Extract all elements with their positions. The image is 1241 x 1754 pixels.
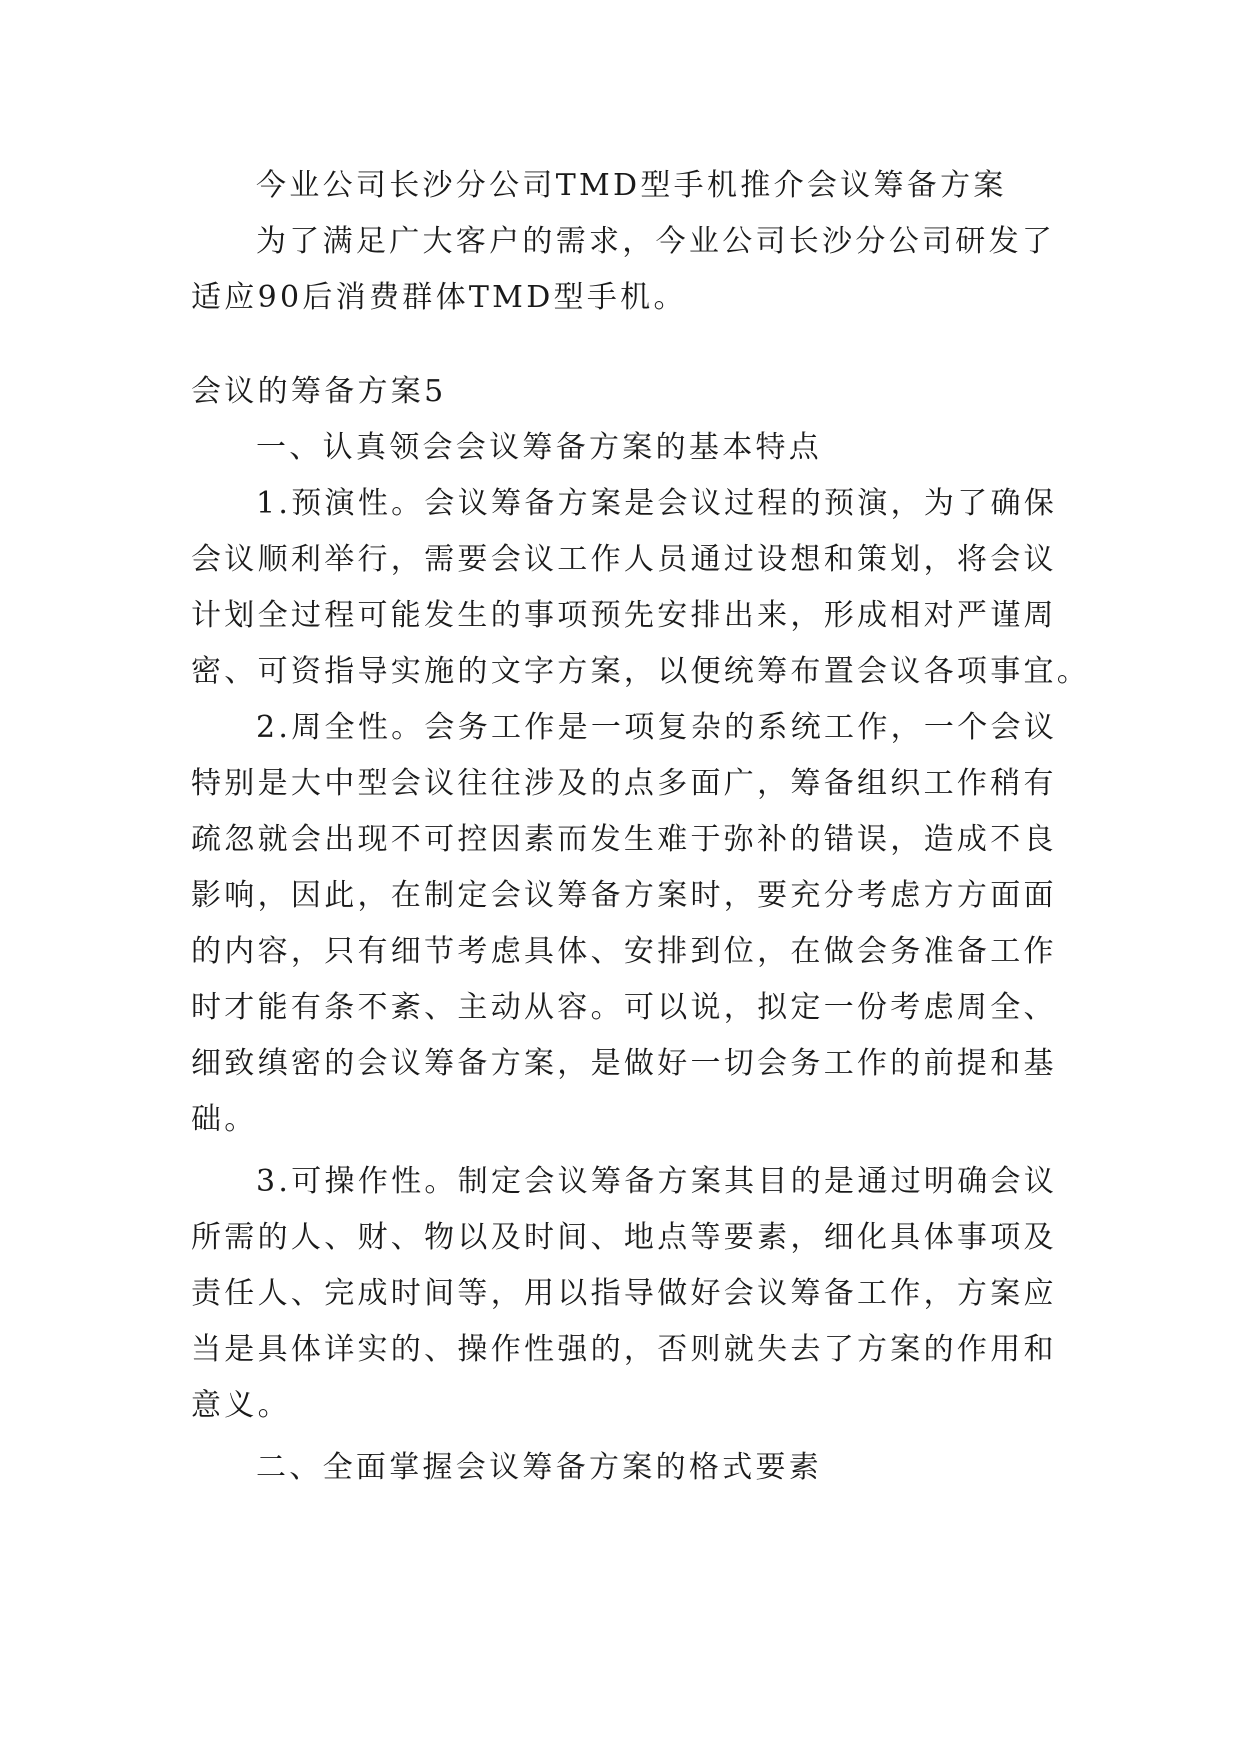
item1-line-4: 密、可资指导实施的文字方案，以便统筹布置会议各项事宜。 <box>191 654 1091 689</box>
item1-line-2: 会议顺利举行，需要会议工作人员通过设想和策划，将会议 <box>191 542 1057 577</box>
item3-line-4: 当是具体详实的、操作性强的，否则就失去了方案的作用和 <box>191 1332 1057 1367</box>
item2-line-6: 时才能有条不紊、主动从容。可以说，拟定一份考虑周全、 <box>191 990 1057 1025</box>
item1-line-3: 计划全过程可能发生的事项预先安排出来，形成相对严谨周 <box>191 598 1057 633</box>
item2-line-5: 的内容，只有细节考虑具体、安排到位，在做会务准备工作 <box>191 934 1057 969</box>
intro-paragraph-line-1: 为了满足广大客户的需求，今业公司长沙分公司研发了 <box>256 224 1056 259</box>
item3-line-5: 意义。 <box>191 1388 291 1423</box>
intro-paragraph-line-2: 适应90后消费群体TMD型手机。 <box>191 280 687 315</box>
document-body <box>191 158 1091 1496</box>
item3-line-1: 3.可操作性。制定会议筹备方案其目的是通过明确会议 <box>256 1164 1058 1199</box>
item2-line-2: 特别是大中型会议往往涉及的点多面广，筹备组织工作稍有 <box>191 766 1057 801</box>
item3-line-2: 所需的人、财、物以及时间、地点等要素，细化具体事项及 <box>191 1220 1057 1255</box>
item1-line-1: 1.预演性。会议筹备方案是会议过程的预演，为了确保 <box>256 486 1058 521</box>
subheading-1: 一、认真领会会议筹备方案的基本特点 <box>256 430 823 465</box>
document-title: 今业公司长沙分公司TMD型手机推介会议筹备方案 <box>256 168 1007 203</box>
item2-line-3: 疏忽就会出现不可控因素而发生难于弥补的错误，造成不良 <box>191 822 1057 857</box>
item2-line-8: 础。 <box>191 1102 258 1137</box>
item2-line-1: 2.周全性。会务工作是一项复杂的系统工作，一个会议 <box>256 710 1058 745</box>
item3-line-3: 责任人、完成时间等，用以指导做好会议筹备工作，方案应 <box>191 1276 1057 1311</box>
section-heading: 会议的筹备方案5 <box>191 374 447 409</box>
item2-line-4: 影响，因此，在制定会议筹备方案时，要充分考虑方方面面 <box>191 878 1057 913</box>
subheading-2: 二、全面掌握会议筹备方案的格式要素 <box>256 1450 823 1485</box>
item2-line-7: 细致缜密的会议筹备方案，是做好一切会务工作的前提和基 <box>191 1046 1057 1081</box>
